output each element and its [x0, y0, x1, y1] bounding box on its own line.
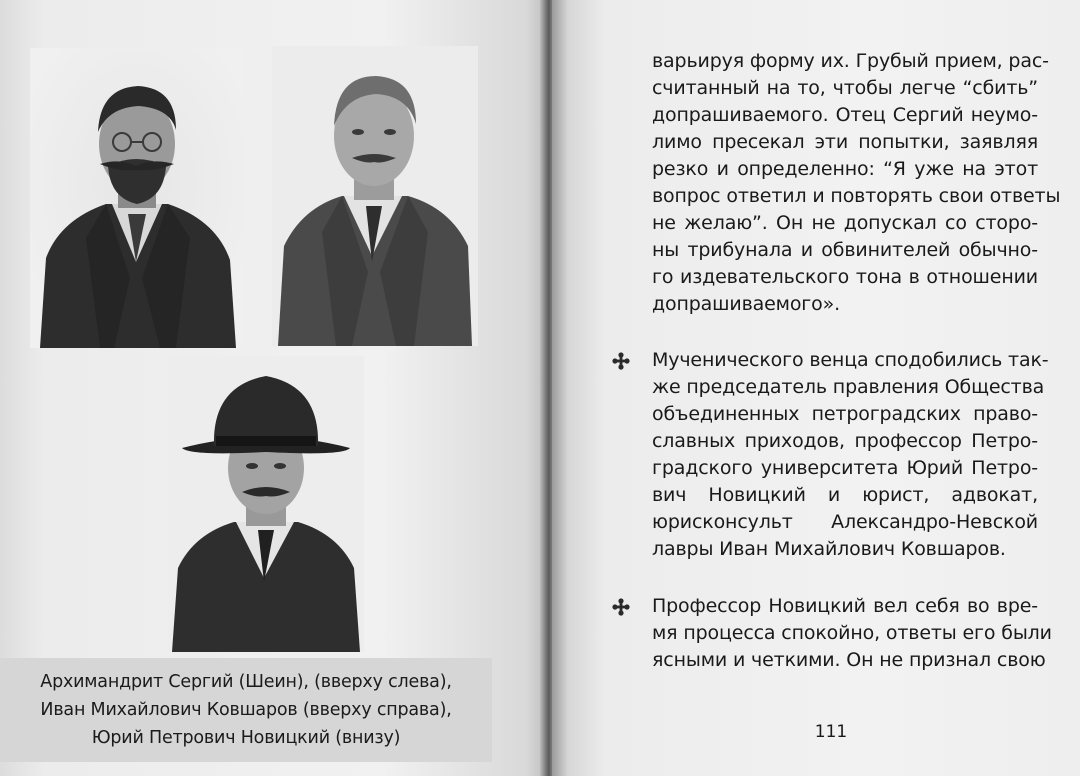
portrait-illustration	[168, 356, 364, 652]
text-line: ны трибунала и обвинителей обычно-	[652, 239, 1038, 261]
text-line: лимо пресекал эти попытки, заявляя	[652, 131, 1038, 153]
text-line: вопрос ответил и повторять свои ответы	[652, 185, 1061, 207]
text-line: вич Новицкий и юрист, адвокат,	[652, 484, 1038, 506]
text-line: допрашиваемого. Отец Сергий неумо-	[652, 104, 1038, 126]
portrait-illustration	[30, 48, 244, 348]
text-line: ясными и четкими. Он не признал свою	[652, 649, 1046, 671]
text-line: юрисконсульт Александро-Невской	[652, 511, 1038, 533]
portrait-illustration	[272, 46, 478, 346]
photo-archimandrite-sergiy	[30, 48, 244, 348]
text-line: градского университета Юрий Петро-	[652, 457, 1038, 479]
text-line: варьируя форму их. Грубый прием, рас-	[652, 50, 1049, 72]
cross-fleury-ornament-icon	[612, 598, 630, 616]
text-line: славных приходов, профессор Петро-	[652, 430, 1038, 452]
text-line: Мученического венца сподобились так-	[652, 349, 1049, 371]
photo-caption	[0, 658, 492, 762]
caption-line: Архимандрит Сергий (Шеин), (вверху слева),	[40, 672, 452, 692]
text-line: резко и определенно: “Я уже на этот	[652, 158, 1038, 180]
caption-line: Иван Михайлович Ковшаров (вверху справа),	[40, 700, 452, 720]
text-line: Профессор Новицкий вел себя во вре-	[652, 595, 1038, 617]
text-line: же председатель правления Общества	[652, 376, 1045, 398]
text-line: допрашиваемого».	[652, 293, 840, 315]
text-line: мя процесса спокойно, ответы его были	[652, 622, 1052, 644]
photo-novitsky	[168, 356, 364, 652]
text-line: го издевательского тона в отношении	[652, 266, 1038, 288]
text-line: не желаю”. Он не допускал со сторо-	[652, 212, 1038, 234]
text-line: объединенных петроградских право-	[652, 403, 1038, 425]
photo-kovsharov	[272, 46, 478, 346]
page-number: 111	[814, 722, 848, 742]
text-line: считанный на то, чтобы легче “сбить”	[652, 77, 1038, 99]
text-line: лавры Иван Михайлович Ковшаров.	[652, 538, 1006, 560]
cross-fleury-ornament-icon	[612, 352, 630, 370]
caption-line: Юрий Петрович Новицкий (внизу)	[91, 728, 401, 748]
